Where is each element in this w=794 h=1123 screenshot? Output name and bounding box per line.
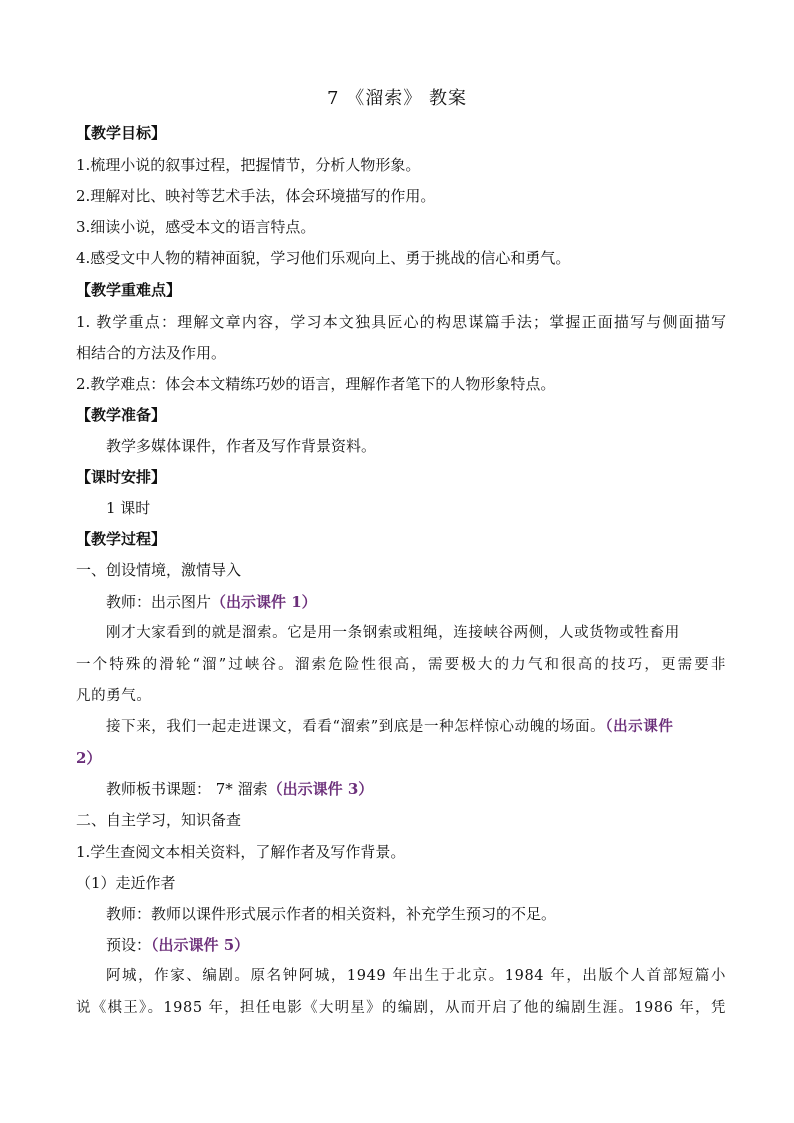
keypoint-difficulty: 2.教学难点：体会本文精练巧妙的语言，理解作者笔下的人物形象特点。 [76,375,556,393]
part1-heading: 一、创设情境，激情导入 [76,561,242,579]
teacher-author-text: 教师：教师以课件形式展示作者的相关资料，补充学生预习的不足。 [106,905,557,923]
courseware-ref-1: （出示课件 1） [211,593,317,611]
teacher-show-picture-text: 教师：出示图片 [106,593,212,611]
objective-item: 4.感受文中人物的精神面貌，学习他们乐观向上、勇于挑战的信心和勇气。 [76,249,571,267]
courseware-ref-5: （出示课件 5） [151,936,250,954]
courseware-ref-2-cont: 2） [76,749,102,767]
page-title: 7 《溜索》 教案 [327,88,467,109]
objective-item: 2.理解对比、映衬等艺术手法，体会环境描写的作用。 [76,187,436,205]
courseware-ref-2: （出示课件 [605,718,674,735]
author-paragraph-line: 说《棋王》。1985 年，担任电影《大明星》的编剧，从而开启了他的编剧生涯。1986 年，凭 [76,1000,726,1016]
next-paragraph-text: 接下来，我们一起走进课文，看看“溜索”到底是一种怎样惊心动魄的场面。 [106,719,606,735]
keypoints-heading: 【教学重难点】 [76,281,182,299]
preset-line [106,935,726,955]
courseware-ref-3: （出示课件 3） [267,780,374,798]
objectives-heading: 【教学目标】 [76,124,167,142]
schedule-heading: 【课时安排】 [76,468,167,486]
keypoint-focus-line: 1. 教学重点：理解文章内容，学习本文独具匠心的构思谋篇手法；掌握正面描写与侧面描写 [76,313,726,331]
preset-label: 预设： [106,936,152,954]
author-paragraph-line: 阿城，作家、编剧。原名钟阿城，1949 年出生于北京。1984 年，出版个人首部短篇小 [106,968,726,984]
intro-paragraph-line: 凡的勇气。 [76,688,152,704]
prep-text: 教学多媒体课件，作者及写作背景资料。 [106,437,377,455]
process-heading: 【教学过程】 [76,530,167,548]
sub1-heading: （1）走近作者 [76,874,176,892]
intro-paragraph-line: 刚才大家看到的就是溜索。它是用一条钢索或粗绳，连接峡谷两侧，人或货物或牲畜用 [106,625,680,641]
prep-heading: 【教学准备】 [76,406,167,424]
objective-item: 1.梳理小说的叙事过程，把握情节，分析人物形象。 [76,156,421,174]
next-paragraph-line [106,717,726,737]
board-title-text: 教师板书课题： 7* 溜索 [106,780,268,798]
step1-text: 1.学生查阅文本相关资料，了解作者及写作背景。 [76,843,406,861]
schedule-text: 1 课时 [106,499,151,517]
objective-item: 3.细读小说，感受本文的语言特点。 [76,218,316,236]
teacher-show-picture [106,592,726,612]
part2-heading: 二、自主学习，知识备查 [76,811,242,829]
keypoint-focus-line: 相结合的方法及作用。 [76,344,227,362]
intro-paragraph-line: 一个特殊的滑轮“溜”过峡谷。溜索危险性很高，需要极大的力气和很高的技巧，更需要非 [76,657,726,673]
board-title-line [106,779,726,799]
